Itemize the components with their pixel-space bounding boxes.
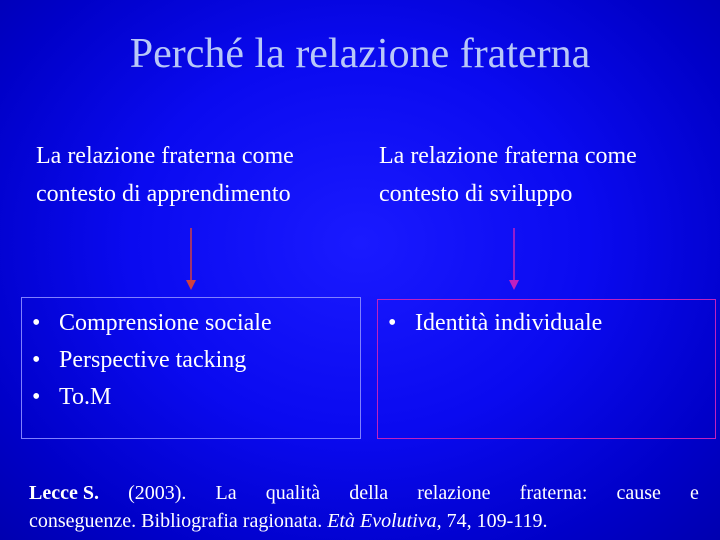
bullet-icon: • bbox=[388, 310, 397, 336]
reference-word: della bbox=[349, 482, 389, 504]
list-item: • Comprensione sociale bbox=[22, 305, 360, 342]
left-heading-line1: La relazione fraterna come bbox=[36, 143, 294, 169]
bullet-icon: • bbox=[32, 347, 41, 373]
reference-year: (2003). bbox=[128, 482, 187, 504]
reference-line1 bbox=[29, 479, 699, 507]
reference-word: relazione bbox=[417, 482, 491, 504]
reference-word: La bbox=[215, 482, 237, 504]
right-heading-line1: La relazione fraterna come bbox=[379, 143, 637, 169]
reference-journal: Età Evolutiva, bbox=[327, 510, 442, 532]
left-bullet-box bbox=[21, 297, 361, 439]
list-item: • Perspective tacking bbox=[22, 342, 360, 379]
list-item: • To.M bbox=[22, 379, 360, 416]
reference-volume-pages: 74, 109-119. bbox=[446, 510, 548, 532]
bullet-icon: • bbox=[32, 310, 41, 336]
bullet-icon: • bbox=[32, 384, 41, 410]
reference-line2-start: conseguenze. Bibliografia ragionata. bbox=[29, 510, 323, 532]
reference-author: Lecce S. bbox=[29, 482, 99, 504]
reference-word: cause bbox=[616, 482, 661, 504]
list-item: • Identità individuale bbox=[378, 305, 715, 342]
right-down-arrow-icon bbox=[506, 228, 522, 292]
reference-word: e bbox=[690, 482, 699, 504]
left-down-arrow-icon bbox=[183, 228, 199, 292]
left-column-heading bbox=[36, 137, 356, 213]
right-column-heading bbox=[379, 137, 709, 213]
bibliographic-reference bbox=[29, 479, 699, 535]
right-bullet-list bbox=[378, 305, 715, 342]
slide-title: Perché la relazione fraterna bbox=[129, 31, 591, 77]
left-heading-line2: contesto di apprendimento bbox=[36, 181, 291, 207]
right-heading-line2: contesto di sviluppo bbox=[379, 181, 573, 207]
reference-word: qualità bbox=[265, 482, 321, 504]
right-bullet-box bbox=[377, 299, 716, 439]
left-bullet-list bbox=[22, 305, 360, 416]
reference-word: fraterna: bbox=[519, 482, 588, 504]
reference-line2 bbox=[29, 507, 699, 535]
